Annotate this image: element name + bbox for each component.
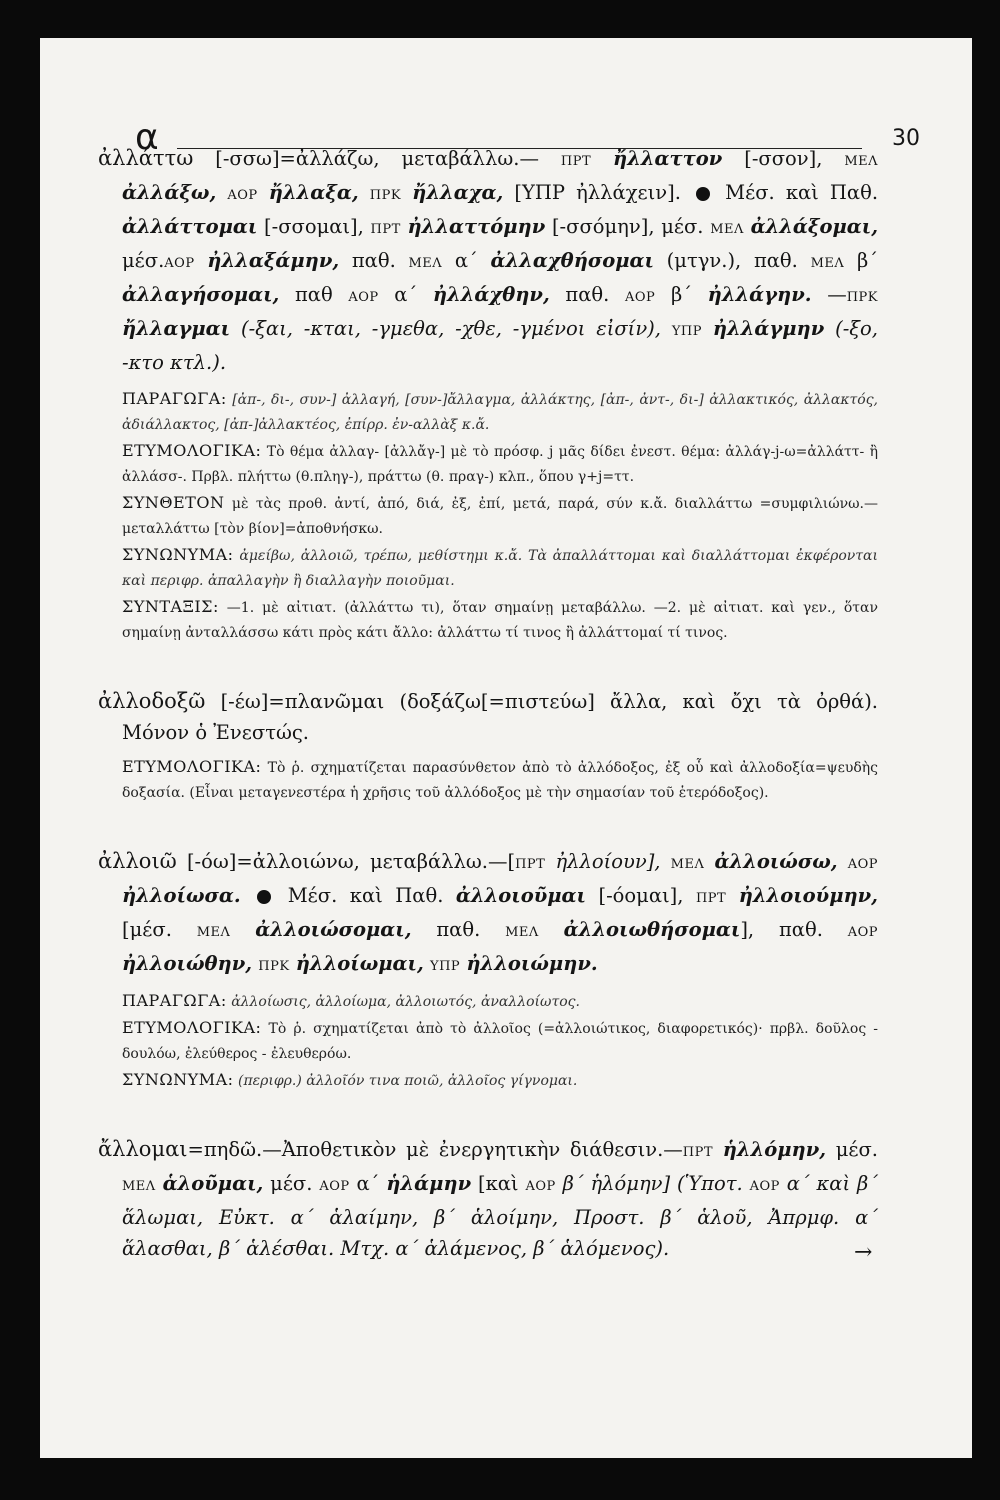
subsection-etymology: ΕΤΥΜΟΛΟΓΙΚΑ: Τὸ ῥ. σχηματίζεται ἀπὸ τὸ ἀλλοῖος (=ἀλλοιώτικος, διαφορετικός)· πρβλ. δοῦλος - δουλόω, ἐλεύθερος - ἐλευθερόω. [122,1018,878,1062]
entry-main: ἀλλάττω [-σσω]=ἀλλάζω, μεταβάλλω.— ΠΡΤ ἤλλαττον [-σσον], ΜΕΛ ἀλλάξω, ΑΟΡ ἤλλαξα, ΠΡΚ ἤλλαχα, [ΥΠΡ ἠλλάχειν]. Μέσ. καὶ Παθ. ἀλλάττομαι [-σσομαι], ΠΡΤ ἠλλαττόμην [-σσόμην], μέσ. ΜΕΛ ἀλλάξομαι, μέσ.ΑΟΡ ἠλλαξάμην, παθ. ΜΕΛ α΄ ἀλλαχθήσομαι (μτγν.), παθ. ΜΕΛ β΄ ἀλλαγήσομαι, παθ ΑΟΡ α΄ ἠλλάχθην, παθ. ΑΟΡ β΄ ἠλλάγην. —ΠΡΚ ἤλλαγμαι (-ξαι, -κται, -γμεθα, -χθε, -γμένοι εἰσίν), ΥΠΡ ἠλλάγμην (-ξο, -κτο κτλ.). [98,146,879,374]
subsection-synonyms: ΣΥΝΩΝΥΜΑ: (περιφρ.) ἀλλοῖόν τινα ποιῶ, ἀλλοῖος γίγνομαι. [122,1070,578,1089]
entry-main: ἄλλομαι=πηδῶ.—Ἀποθετικὸν μὲ ἐνεργητικὴν διάθεσιν.—ΠΡΤ ἡλλόμην, μέσ. ΜΕΛ ἁλοῦμαι, μέσ. ΑΟΡ α΄ ἡλάμην [καὶ ΑΟΡ β΄ ἡλόμην] (Ὑποτ. ΑΟΡ α΄ καὶ β΄ ἅλωμαι, Εὐκτ. α΄ ἁλαίμην, β΄ ἁλοίμην, Προστ. β΄ ἁλοῦ, Ἀπρμφ. α΄ ἅλασθαι, β΄ ἁλέσθαι. Μτχ. α΄ ἁλάμενος, β΄ ἁλόμενος). → [98,1137,879,1265]
dictionary-content [98,143,878,1304]
subsection-paragoga: ΠΑΡΑΓΩΓΑ: ἀλλοίωσις, ἀλλοίωμα, ἀλλοιωτός, ἀναλλοίωτος. [122,991,580,1010]
subsection-synonyms: ΣΥΝΩΝΥΜΑ: ἀμείβω, ἀλλοιῶ, τρέπω, μεθίστημι κ.ἄ. Τὰ ἀπαλλάττομαι καὶ διαλλάττομαι ἐκφέρονται καὶ περιφρ. ἀπαλλαγὴν ἢ διαλλαγὴν ποιοῦμαι. [122,545,878,589]
entry-main: ἀλλοιῶ [-όω]=ἀλλοιώνω, μεταβάλλω.—[ΠΡΤ ἠλλοίουν], ΜΕΛ ἀλλοιώσω, ΑΟΡ ἠλλοίωσα. Μέσ. καὶ Παθ. ἀλλοιοῦμαι [-όομαι], ΠΡΤ ἠλλοιούμην, [μέσ. ΜΕΛ ἀλλοιώσομαι, παθ. ΜΕΛ ἀλλοιωθήσομαι], παθ. ΑΟΡ ἠλλοιώθην, ΠΡΚ ἠλλοίωμαι, ΥΠΡ ἠλλοιώμην. [98,849,879,975]
entry-allatto [98,143,878,646]
entry-allomai [98,1134,878,1264]
entry-alloio [98,846,878,1094]
headword: ἀλλοιῶ [98,849,177,873]
page-number: 30 [892,126,920,151]
subsection-paragoga: ΠΑΡΑΓΩΓΑ: [ἀπ-, δι-, συν-] ἀλλαγή, [συν-]ἄλλαγμα, ἀλλάκτης, [ἀπ-, ἀντ-, δι-] ἀλλακτικός, ἀλλακτός, ἀδιάλλακτος, [ἀπ-]ἀλλακτέος, ἐπίρρ. ἐν-αλλὰξ κ.ἄ. [122,389,878,433]
headword: ἄλλομαι [98,1137,188,1161]
subsection-syntax: ΣΥΝΤΑΞΙΣ: —1. μὲ αἰτιατ. (ἀλλάττω τι), ὅταν σημαίνῃ μεταβάλλω. —2. μὲ αἰτιατ. καὶ γεν., ὅταν σημαίνῃ ἀνταλλάσσω κάτι πρὸς κάτι ἄλλο: ἀλλάττω τί τινος ἢ ἀλλάττομαί τί τινος. [122,597,878,641]
bullet-dot [257,890,271,904]
entry-main: ἀλλοδοξῶ [-έω]=πλανῶμαι (δοξάζω[=πιστεύω] ἄλλα, καὶ ὄχι τὰ ὀρθά). Μόνον ὁ Ἐνεστώς. [98,689,878,744]
subsection-etymology: ΕΤΥΜΟΛΟΓΙΚΑ: Τὸ ῥ. σχηματίζεται παρασύνθετον ἀπὸ τὸ ἀλλόδοξος, ἐξ οὗ καὶ ἀλλοδοξία=ψευδὴς δοξασία. (Εἶναι μεταγενεστέρα ἡ χρῆσις τοῦ ἀλλόδοξος μὲ τὴν σημασίαν τοῦ ἑτερόδοξος). [122,757,878,801]
subsection-compounds: ΣΥΝΘΕΤΟΝ μὲ τὰς προθ. ἀντί, ἀπό, διά, ἐξ, ἐπί, μετά, παρά, σύν κ.ἄ. διαλλάττω =συμφιλιώνω.—μεταλλάττω [τὸν βίον]=ἀποθνήσκω. [122,493,878,537]
subsection-etymology: ΕΤΥΜΟΛΟΓΙΚΑ: Τὸ θέμα ἀλλαγ- [ἀλλἄγ-] μὲ τὸ πρόσφ. j μᾶς δίδει ἐνεστ. θέμα: ἀλλάγ-j-ω=ἀλλάττ- ἢ ἀλλάσσ-. Πρβλ. πλήττω (θ.πληγ-), πράττω (θ. πραγ-) κλπ., ὅπου γ+j=ττ. [122,441,878,485]
bullet-dot [696,187,710,201]
entry-allodoxo [98,686,878,806]
section-letter: α [135,117,159,158]
headword: ἀλλάττω [98,146,194,170]
headword: ἀλλοδοξῶ [98,689,206,713]
